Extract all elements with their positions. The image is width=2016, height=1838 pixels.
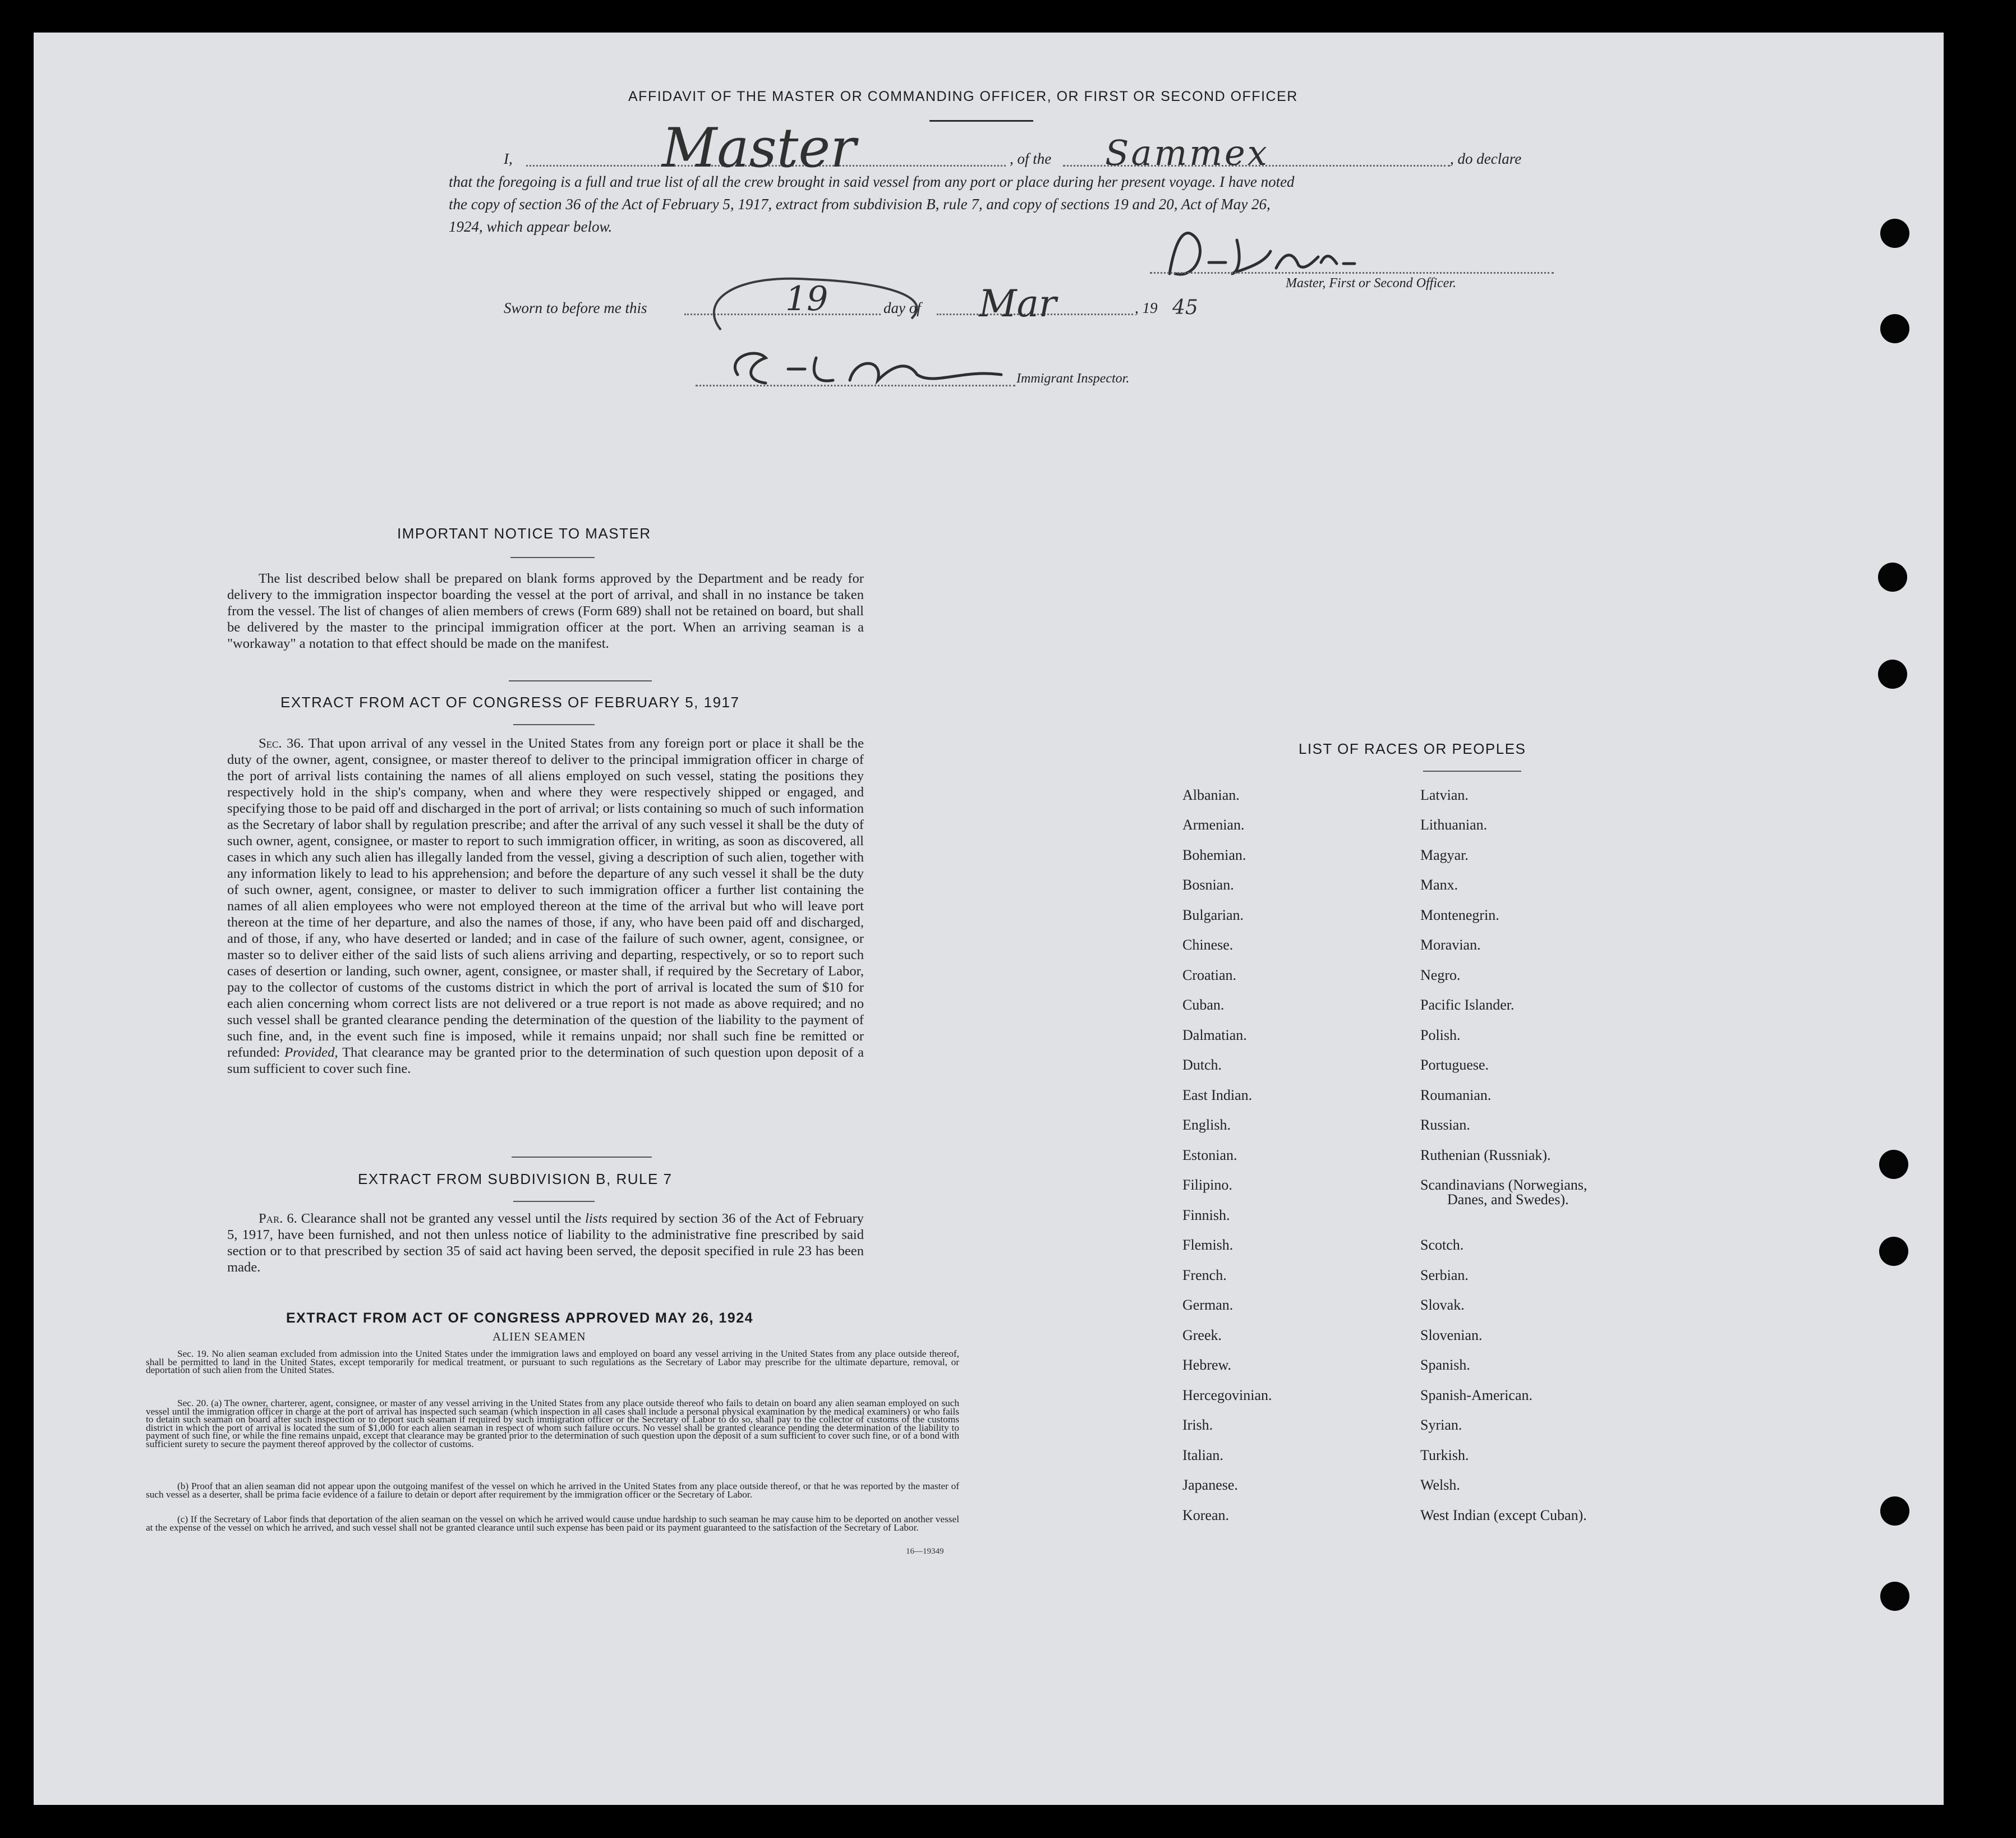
year-prefix: , 19 (1135, 300, 1158, 316)
section-36-body-a: That upon arrival of any vessel in the United States from any foreign port or place it shall be the duty of the owner, agent, consignee, or master thereof to deliver to the principal immigration officer in charge of the port of arrival lists containing the names of all aliens employed on such vessel, stating the positions they respectively hold in the ship's company, when and where they were respectively shipped or engaged, and specifying those to be paid off and discharged in the port of arrival; or lists containing so much of such information as the Secretary of labor shall by regulation prescribe; and after the arrival of any such vessel it shall be the duty of such owner, agent, consignee, or master to report to such immigration officer, in writing, as soon as discovered, all cases in which any such alien has illegally landed from the vessel, giving a description of such alien, together with any information likely to lead to his apprehension; and before the departure of any such vessel it shall be the duty of such owner, agent, consignee, or master to deliver to such immigration officer a further list containing the names of all alien employees who were not employed thereon at the time of the arrival but who will leave port thereon at the time of her departure, and also the names of those, if any, who have been paid off and discharged, and of those, if any, who have deserted or landed; and in case of the failure of such owner, agent, consignee, or master so to deliver either of the said lists of such aliens arriving and departing, respectively, or so to report such cases of desertion or landing, such owner, agent, consignee, or master shall, if required by the Secretary of Labor, pay to the collector of customs of the customs district in which the port of arrival is located the sum of $10 for each alien concerning whom correct lists are not delivered or a true report is not made as above required; and no such vessel shall be granted clearance pending the determination of the question of the liability to the payment of such fine, and, in the event such fine is imposed, while it remains unpaid; nor shall such fine be remitted or refunded: (227, 736, 864, 1060)
form-number: 16—19349 (906, 1547, 944, 1556)
race-item: Ruthenian (Russniak). (1420, 1147, 1551, 1163)
handwritten-month: Mar (979, 282, 1057, 325)
section-36-text (227, 735, 864, 1077)
extract-1917-heading: EXTRACT FROM ACT OF CONGRESS OF FEBRUARY 5, 1917 (280, 694, 740, 711)
race-item: Croatian. (1182, 967, 1237, 983)
binder-hole (1880, 314, 1909, 343)
races-rule (1423, 771, 1521, 772)
race-item: Negro. (1420, 967, 1461, 983)
binder-hole (1880, 1496, 1909, 1526)
race-item: Serbian. (1420, 1267, 1469, 1283)
race-item: Albanian. (1182, 787, 1240, 803)
race-item: Spanish. (1420, 1357, 1470, 1373)
provided-term: Provided, (284, 1045, 338, 1060)
race-item: Bohemian. (1182, 847, 1246, 863)
race-item: Filipino. (1182, 1177, 1232, 1193)
alien-seamen-subheading: ALIEN SEAMEN (493, 1330, 586, 1343)
race-item: Finnish. (1182, 1207, 1230, 1223)
race-item: Bosnian. (1182, 877, 1234, 893)
section-20c-text: (c) If the Secretary of Labor finds that deportation of the alien seaman on the vessel on which he arrived would cause undue hardship to such seaman he may cause him to be deported on another vessel at the expense of the vessel on which he arrived, and such vessel shall not be granted clearance until such expense has been paid or its payment guaranteed to the satisfaction of the Secretary of Labor. (146, 1514, 959, 1533)
of-the-label: , of the (1010, 150, 1052, 167)
race-item: Manx. (1420, 877, 1458, 893)
binder-hole (1878, 660, 1907, 689)
race-item: Scotch. (1420, 1237, 1464, 1253)
signature-blank (1150, 272, 1554, 274)
notice-heading: IMPORTANT NOTICE TO MASTER (397, 525, 651, 542)
paragraph-6-text (227, 1210, 864, 1275)
race-item: Flemish. (1182, 1237, 1233, 1253)
extract-1917-rule (513, 724, 595, 725)
race-item: Russian. (1420, 1117, 1470, 1133)
race-item: Dalmatian. (1182, 1027, 1247, 1043)
race-item: Lithuanian. (1420, 817, 1488, 833)
handwritten-vessel-name: Sammex (1105, 132, 1269, 173)
race-item: Syrian. (1420, 1417, 1462, 1433)
race-item: West Indian (except Cuban). (1420, 1507, 1587, 1523)
race-item: Estonian. (1182, 1147, 1237, 1163)
race-item: Italian. (1182, 1447, 1223, 1463)
race-item: Hercegovinian. (1182, 1387, 1272, 1403)
race-item: Armenian. (1182, 817, 1245, 833)
section-36-label: Sec. 36. (259, 736, 304, 751)
binder-hole (1879, 1237, 1908, 1266)
document-page (34, 33, 1944, 1805)
race-item: Latvian. (1420, 787, 1469, 803)
section-19-text: Sec. 19. No alien seaman excluded from admission into the United States under the immigration laws and employed on board any vessel arriving in the United States from any place outside thereof, shall be permitted to land in the United States, except temporarily for medical treatment, or pursuant to such regulations as the Secretary of Labor may prescribe for the ultimate departure, removal, or deportation of such alien from the United States. (146, 1348, 959, 1376)
binder-hole (1879, 1150, 1908, 1179)
inspector-blank (696, 385, 1015, 386)
race-item: Spanish-American. (1420, 1387, 1533, 1403)
notice-text: The list described below shall be prepared on blank forms approved by the Department and be ready for delivery to the immigration inspector boarding the vessel at the port of arrival, and shall in no instance be taken from the vessel. The list of changes of alien members of crews (Form 689) shall not be retained on board, but shall be delivered by the master to the principal immigration officer at the port. When an arriving seaman is a "workaway" a notation to that effect should be made on the manifest. (227, 571, 864, 651)
race-item: Chinese. (1182, 937, 1233, 953)
race-item: Greek. (1182, 1327, 1222, 1343)
declaration-line-3: 1924, which appear below. (449, 218, 613, 235)
race-item: Portuguese. (1420, 1057, 1489, 1073)
section-20a-text: Sec. 20. (a) The owner, charterer, agent, consignee, or master of any vessel arriving in the United States from any place outside thereof who fails to detain on board any alien seaman employed on such vessel until the immigration officer in charge at the port of arrival has inspected such seaman (which inspection in all cases shall include a personal physical examination by the medical examiners) or who fails to detain such seaman on board after such inspection or to deport such seaman if required by such immigration officer or the Secretary of Labor to do so, shall pay to the collector of customs of the customs district in which the port of arrival is located the sum of $1,000 for each alien seaman in respect of whom such failure occurs. No vessel shall be granted clearance pending the determination of the liability to payment of such fine, or while the fine remains unpaid, except that clearance may be granted prior to the determination of such question upon the deposit of a sum sufficient to cover such fine, or of a bond with sufficient surety to secure the payment thereof approved by the collector of customs. (146, 1398, 959, 1449)
race-item: Polish. (1420, 1027, 1461, 1043)
affidavit-heading-rule (929, 120, 1033, 122)
extract-1924-heading: EXTRACT FROM ACT OF CONGRESS APPROVED MAY 26, 1924 (286, 1310, 754, 1326)
affidavit-heading: AFFIDAVIT OF THE MASTER OR COMMANDING OFFICER, OR FIRST OR SECOND OFFICER (628, 89, 1298, 104)
race-item: Bulgarian. (1182, 907, 1244, 923)
sworn-label: Sworn to before me this (504, 300, 647, 316)
race-item: Roumanian. (1420, 1087, 1492, 1103)
race-item: Pacific Islander. (1420, 997, 1515, 1013)
race-item: Moravian. (1420, 937, 1481, 953)
inspector-signature (721, 335, 1012, 391)
race-item: Dutch. (1182, 1057, 1222, 1073)
signature-label: Master, First or Second Officer. (1286, 276, 1456, 291)
race-item: English. (1182, 1117, 1231, 1133)
race-item: Slovenian. (1420, 1327, 1483, 1343)
handwritten-day: 19 (785, 279, 829, 319)
race-item: French. (1182, 1267, 1227, 1283)
do-declare-label: , do declare (1450, 150, 1522, 167)
race-item: Montenegrin. (1420, 907, 1499, 923)
race-item: German. (1182, 1297, 1233, 1313)
paragraph-6-label: Par. 6. (259, 1211, 297, 1226)
binder-hole (1878, 563, 1907, 592)
rule7-rule (513, 1201, 595, 1202)
day-of-label: day of (883, 300, 921, 316)
race-item: Turkish. (1420, 1447, 1469, 1463)
section-20b-text: (b) Proof that an alien seaman did not appear upon the outgoing manifest of the vessel on which he arrived in the United States from any place outside thereof, or that he was reported by the master of such vessel as a deserter, shall be prima facie evidence of a failure to detain or deport after requirement by the immigration officer or the Secretary of Labor. (146, 1481, 959, 1500)
race-item: Scandinavians (Norwegians, (1420, 1177, 1587, 1193)
race-item: East Indian. (1182, 1087, 1253, 1103)
paragraph-6-body-a: Clearance shall not be granted any vessel until the (301, 1211, 586, 1226)
lists-term: lists (585, 1211, 607, 1226)
paragraph-6-body-b: required by section 36 of the Act of February 5, 1917, have been furnished, and not then unless notice of liability to the administrative fine prescribed by said section or to that prescribed by section 35 of said act having been served, the deposit specified in rule 23 has been made. (227, 1211, 864, 1275)
inspector-label: Immigrant Inspector. (1016, 371, 1130, 386)
race-item: Magyar. (1420, 847, 1469, 863)
race-item: Hebrew. (1182, 1357, 1232, 1373)
notice-rule (510, 557, 595, 558)
race-item: Irish. (1182, 1417, 1213, 1433)
races-heading: LIST OF RACES OR PEOPLES (1299, 740, 1526, 757)
race-item: Slovak. (1420, 1297, 1465, 1313)
rule7-heading: EXTRACT FROM SUBDIVISION B, RULE 7 (358, 1171, 673, 1187)
declaration-line-2: the copy of section 36 of the Act of February 5, 1917, extract from subdivision B, rule 7, and copy of sections 19 and 20, Act of May 26, (449, 196, 1271, 213)
handwritten-year: 45 (1172, 296, 1198, 319)
race-item: Korean. (1182, 1507, 1230, 1523)
binder-hole (1880, 219, 1909, 248)
section-36-body-b: That clearance may be granted prior to the determination of such question upon deposit of a sum sufficient to cover such fine. (227, 1045, 864, 1076)
declaration-line-1: that the foregoing is a full and true list of all the crew brought in said vessel from any port or place during her present voyage. I have noted (449, 173, 1295, 190)
affidavit-pronoun: I, (504, 150, 513, 167)
race-item: Welsh. (1420, 1477, 1460, 1493)
race-item: Cuban. (1182, 997, 1225, 1013)
binder-hole (1880, 1582, 1909, 1611)
race-item: Danes, and Swedes). (1447, 1191, 1569, 1208)
race-item: Japanese. (1182, 1477, 1238, 1493)
handwritten-master-name: Master (662, 117, 857, 179)
notice-end-rule (509, 680, 652, 681)
extract-1917-end-rule (512, 1157, 652, 1158)
